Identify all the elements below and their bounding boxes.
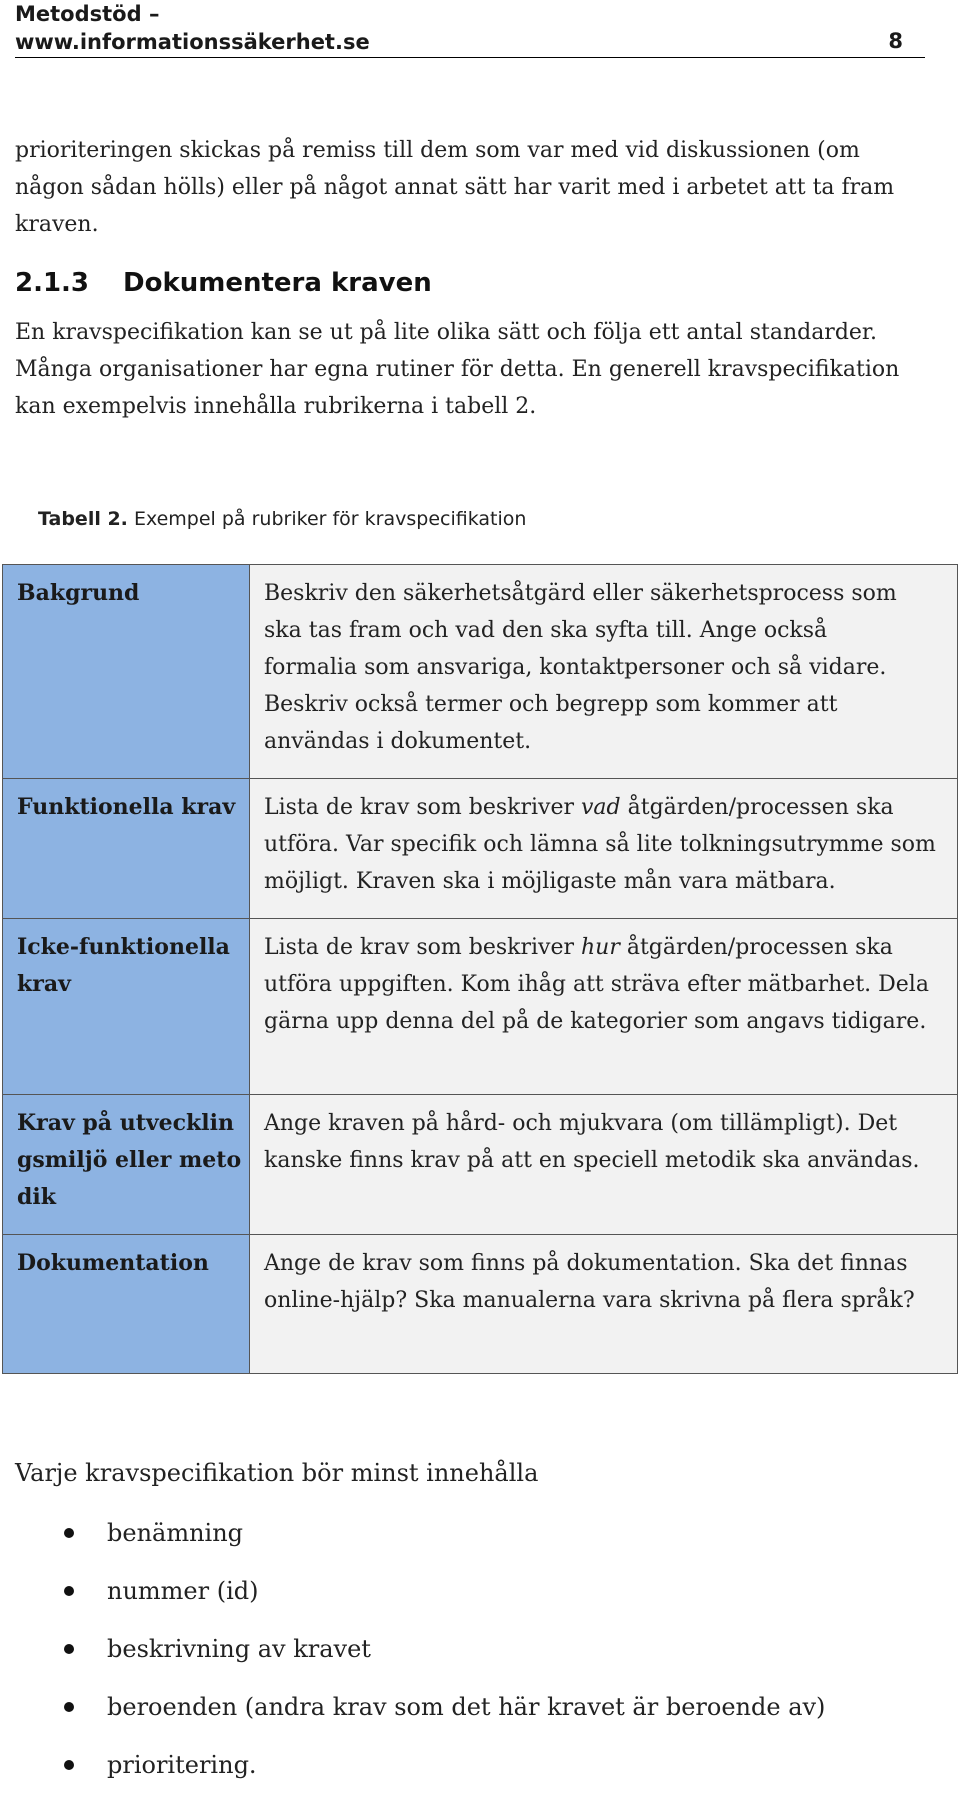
list-item bbox=[0, 1573, 940, 1631]
list-item bbox=[0, 1515, 940, 1573]
list-item bbox=[0, 1631, 940, 1689]
table-row bbox=[3, 919, 958, 1095]
list-intro: Varje kravspecifikation bör minst innehålla bbox=[15, 1459, 539, 1487]
desc-emphasis: hur bbox=[581, 935, 620, 960]
row-label: Bakgrund bbox=[3, 565, 250, 779]
row-label: Krav på utvecklingsmiljö eller metodik bbox=[3, 1095, 250, 1235]
row-description: Ange kraven på hård- och mjukvara (om tillämpligt). Det kanske finns krav på att en speciell metodik ska användas. bbox=[250, 1095, 958, 1235]
page-number: 8 bbox=[888, 29, 903, 53]
table-row bbox=[3, 779, 958, 919]
table-caption bbox=[38, 506, 526, 532]
desc-line: användas i dokumentet. bbox=[264, 729, 532, 754]
list-item-text: benämning bbox=[107, 1519, 244, 1547]
desc-line: Beskriv den säkerhetsåtgärd eller säkerhetsprocess som bbox=[264, 581, 897, 606]
row-label: Dokumentation bbox=[3, 1235, 250, 1374]
section-title: Dokumentera kraven bbox=[123, 268, 432, 298]
desc-text: Lista de krav som beskriver bbox=[264, 795, 581, 820]
desc-line: formalia som ansvariga, kontaktpersoner och så vidare. bbox=[264, 655, 887, 680]
list-item-text: beroenden (andra krav som det här kravet är beroende av) bbox=[107, 1693, 826, 1721]
bullet-icon bbox=[64, 1760, 74, 1770]
caption-label: Tabell 2. bbox=[38, 508, 128, 530]
row-description bbox=[250, 779, 958, 919]
text-line: Många organisationer har egna rutiner för detta. En generell kravspecifikation bbox=[15, 357, 900, 382]
row-label: Funktionella krav bbox=[3, 779, 250, 919]
desc-emphasis: vad bbox=[581, 795, 621, 820]
requirements-table bbox=[2, 564, 958, 1374]
list-item-text: prioritering. bbox=[107, 1751, 257, 1779]
list-item-text: nummer (id) bbox=[107, 1577, 259, 1605]
header-line-2: www.informationssäkerhet.se bbox=[15, 30, 370, 54]
table-row bbox=[3, 565, 958, 779]
bullet-icon bbox=[64, 1644, 74, 1654]
text-line: prioriteringen skickas på remiss till dem som var med vid diskussionen (om bbox=[15, 138, 860, 163]
paragraph-1 bbox=[15, 132, 935, 243]
list-item-text: beskrivning av kravet bbox=[107, 1635, 371, 1663]
row-description bbox=[250, 919, 958, 1095]
desc-text: Lista de krav som beskriver bbox=[264, 935, 581, 960]
desc-line: Beskriv också termer och begrepp som kommer att bbox=[264, 692, 838, 717]
desc-text: åtgärden/processen ska utföra uppgiften. Kom ihåg att sträva efter mätbarhet. Dela gärna upp denna del på de kategorier som angavs tidigare. bbox=[264, 935, 929, 1034]
row-description: Ange de krav som finns på dokumentation. Ska det finnas online-hjälp? Ska manualerna vara skrivna på flera språk? bbox=[250, 1235, 958, 1374]
header-line-1: Metodstöd – bbox=[15, 2, 160, 26]
bullet-icon bbox=[64, 1586, 74, 1596]
list-item bbox=[0, 1747, 940, 1805]
requirements-list bbox=[0, 1515, 940, 1805]
table-row bbox=[3, 1235, 958, 1374]
page-header bbox=[15, 0, 925, 58]
bullet-icon bbox=[64, 1528, 74, 1538]
text-line: kraven. bbox=[15, 212, 99, 237]
paragraph-2 bbox=[15, 314, 935, 425]
site-name bbox=[15, 0, 370, 56]
bullet-icon bbox=[64, 1702, 74, 1712]
row-label: Icke-funktionella krav bbox=[3, 919, 250, 1095]
section-heading bbox=[15, 266, 432, 300]
list-item bbox=[0, 1689, 940, 1747]
row-description bbox=[250, 565, 958, 779]
text-line: En kravspecifikation kan se ut på lite olika sätt och följa ett antal standarder. bbox=[15, 320, 878, 345]
section-number: 2.1.3 bbox=[15, 268, 90, 298]
desc-line: ska tas fram och vad den ska syfta till. Ange också bbox=[264, 618, 828, 643]
text-line: någon sådan hölls) eller på något annat sätt har varit med i arbetet att ta fram bbox=[15, 175, 895, 200]
table-row bbox=[3, 1095, 958, 1235]
text-line: kan exempelvis innehålla rubrikerna i tabell 2. bbox=[15, 394, 537, 419]
desc-text: åtgärden/processen ska utföra. Var specifik och lämna så lite tolkningsutrymme som möjligt. Kraven ska i möjligaste mån vara mätbara. bbox=[264, 795, 936, 894]
caption-text: Exempel på rubriker för kravspecifikation bbox=[127, 508, 527, 530]
